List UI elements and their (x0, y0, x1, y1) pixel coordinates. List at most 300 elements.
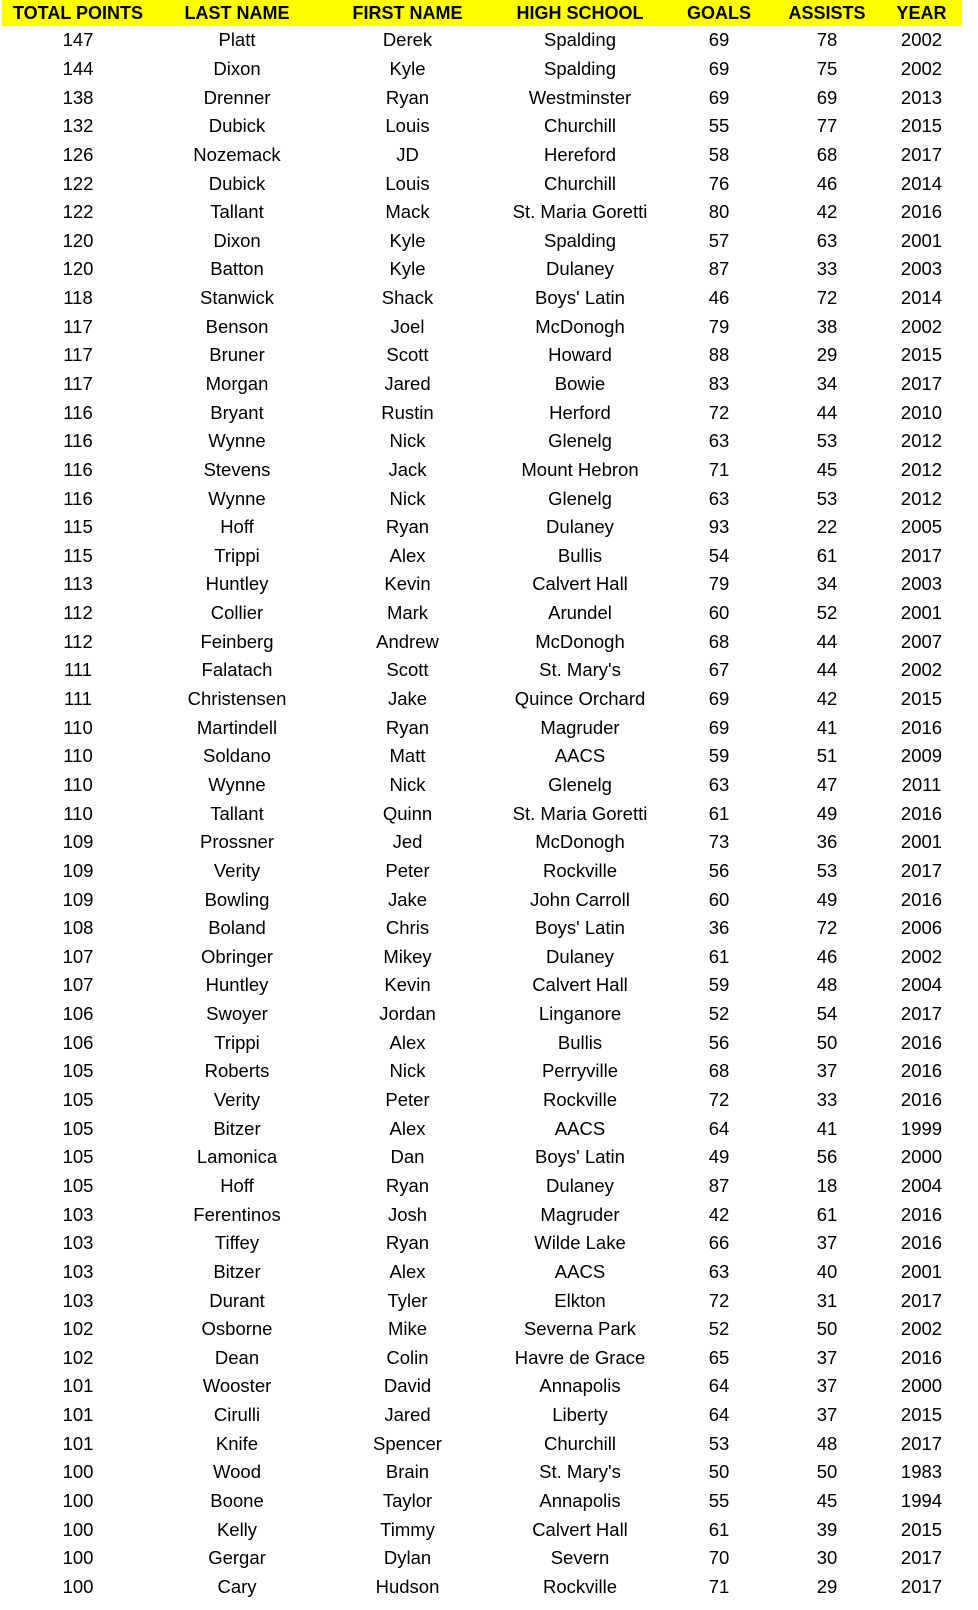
total-points-cell: 115 (63, 516, 93, 538)
assists-cell: 75 (816, 57, 838, 79)
year-cell: 2017 (900, 1432, 943, 1454)
year-cell: 2017 (900, 859, 943, 881)
table-row (2, 914, 962, 943)
last-name-cell: Hoff (220, 1174, 254, 1196)
total-points-cell: 122 (62, 172, 94, 194)
table-row (2, 1200, 962, 1229)
first-name-cell: Matt (389, 745, 426, 767)
last-name-cell: Verity (213, 1089, 261, 1111)
total-points-cell: 116 (63, 487, 93, 509)
high-school-cell: St. Mary's (539, 1461, 621, 1483)
total-points-cell: 144 (62, 57, 94, 79)
assists-cell: 39 (816, 1518, 838, 1540)
assists-cell: 41 (816, 1117, 838, 1139)
goals-cell: 67 (708, 659, 730, 681)
year-cell: 2011 (901, 773, 942, 795)
year-cell: 2010 (900, 401, 943, 423)
high-school-cell: Spalding (543, 229, 616, 251)
first-name-cell: Scott (386, 344, 429, 366)
goals-cell: 60 (708, 888, 730, 910)
year-cell: 2015 (900, 1404, 943, 1426)
year-cell: 2012 (900, 487, 943, 509)
high-school-cell: Glenelg (548, 430, 612, 452)
goals-cell: 53 (708, 1432, 730, 1454)
goals-cell: 69 (708, 57, 730, 79)
last-name-cell: Boone (210, 1489, 264, 1511)
high-school-cell: Boys' Latin (535, 1146, 625, 1168)
year-cell: 2002 (900, 659, 943, 681)
table-row (2, 226, 962, 255)
last-name-cell: Tallant (210, 201, 264, 223)
assists-cell: 49 (816, 888, 838, 910)
assists-cell: 36 (816, 831, 838, 853)
table-row (2, 398, 962, 427)
total-points-cell: 115 (63, 544, 93, 566)
goals-cell: 63 (708, 487, 730, 509)
high-school-cell: Bowie (554, 373, 606, 394)
high-school-cell: Calvert Hall (532, 1518, 628, 1540)
table-row (2, 83, 962, 112)
high-school-cell: Dulaney (546, 258, 614, 280)
first-name-cell: Jake (387, 688, 428, 710)
goals-cell: 64 (708, 1404, 730, 1426)
high-school-cell: Dulaney (546, 516, 614, 538)
assists-cell: 53 (816, 859, 838, 881)
total-points-cell: 116 (63, 401, 93, 423)
total-points-cell: 103 (62, 1289, 94, 1311)
year-cell: 2009 (900, 745, 943, 767)
last-name-cell: Trippi (214, 544, 260, 566)
high-school-cell: Magruder (540, 716, 620, 738)
year-cell: 2003 (900, 573, 943, 595)
goals-cell: 56 (708, 859, 730, 881)
year-cell: 2006 (900, 917, 943, 939)
high-school-cell: Churchill (544, 1432, 616, 1454)
table-row (2, 1458, 962, 1487)
first-name-cell: Jake (387, 888, 428, 910)
assists-cell: 53 (816, 487, 838, 509)
last-name-cell: Stevens (203, 458, 271, 480)
year-cell: 2015 (900, 1518, 943, 1540)
goals-cell: 88 (708, 344, 730, 366)
table-row (2, 1229, 962, 1258)
table-row (2, 943, 962, 972)
goals-cell: 52 (708, 1318, 730, 1340)
last-name-cell: Osborne (201, 1318, 273, 1340)
table-row (2, 341, 962, 370)
total-points-cell: 101 (62, 1432, 94, 1454)
year-cell: 2016 (900, 1031, 943, 1053)
assists-cell: 42 (816, 201, 838, 223)
total-points-cell: 100 (62, 1547, 94, 1569)
last-name-cell: Soldano (203, 745, 271, 767)
total-points-cell: 117 (63, 315, 93, 337)
assists-cell: 54 (816, 1003, 838, 1025)
total-points-cell: 117 (63, 373, 93, 394)
first-name-cell: Kevin (384, 974, 431, 996)
year-cell: 2016 (900, 888, 943, 910)
first-name-cell: Alex (389, 1031, 426, 1053)
year-cell: 2002 (900, 57, 943, 79)
high-school-cell: Quince Orchard (514, 688, 646, 710)
last-name-cell: Roberts (204, 1060, 270, 1082)
first-name-cell: Nick (389, 487, 426, 509)
high-school-cell: St. Maria Goretti (512, 201, 648, 223)
assists-cell: 45 (816, 458, 838, 480)
high-school-cell: Glenelg (548, 773, 612, 795)
assists-cell: 34 (816, 573, 838, 595)
points-table (2, 0, 962, 1601)
first-name-cell: Colin (386, 1346, 429, 1368)
first-name-cell: Mark (386, 602, 429, 624)
goals-cell: 68 (708, 1060, 730, 1082)
high-school-cell: AACS (554, 745, 606, 767)
first-name-cell: Nick (389, 773, 426, 795)
high-school-cell: Boys' Latin (535, 917, 625, 939)
header-total-points: TOTAL POINTS (12, 3, 143, 23)
assists-cell: 50 (816, 1461, 838, 1483)
table-row (2, 627, 962, 656)
total-points-cell: 106 (62, 1031, 94, 1053)
year-cell: 2016 (900, 802, 943, 824)
goals-cell: 69 (708, 29, 730, 51)
goals-cell: 69 (708, 716, 730, 738)
year-cell: 2000 (900, 1146, 943, 1168)
year-cell: 2015 (900, 344, 943, 366)
year-cell: 2016 (900, 1060, 943, 1082)
first-name-cell: Alex (389, 544, 426, 566)
assists-cell: 48 (816, 1432, 838, 1454)
last-name-cell: Platt (218, 29, 256, 51)
last-name-cell: Wood (213, 1461, 261, 1483)
first-name-cell: Joel (390, 315, 425, 337)
total-points-cell: 109 (62, 831, 94, 853)
goals-cell: 59 (708, 745, 730, 767)
first-name-cell: Jared (384, 373, 431, 394)
high-school-cell: Havre de Grace (514, 1346, 646, 1368)
first-name-cell: Quinn (382, 802, 433, 824)
high-school-cell: Magruder (540, 1203, 620, 1225)
table-row (2, 1286, 962, 1315)
table-row (2, 885, 962, 914)
total-points-cell: 101 (62, 1375, 94, 1397)
goals-cell: 93 (708, 516, 730, 538)
last-name-cell: Christensen (187, 688, 287, 710)
last-name-cell: Bruner (209, 344, 265, 366)
first-name-cell: Josh (387, 1203, 428, 1225)
year-cell: 2014 (900, 172, 943, 194)
last-name-cell: Wynne (208, 487, 266, 509)
total-points-cell: 100 (62, 1489, 94, 1511)
table-row (2, 1487, 962, 1516)
high-school-cell: Spalding (543, 29, 616, 51)
year-cell: 2002 (900, 29, 943, 51)
last-name-cell: Dubick (208, 172, 266, 194)
goals-cell: 55 (708, 115, 730, 137)
year-cell: 2001 (900, 602, 943, 624)
table-row (2, 1372, 962, 1401)
table-row (2, 484, 962, 513)
total-points-cell: 101 (62, 1404, 94, 1426)
table-row (2, 255, 962, 284)
assists-cell: 47 (816, 773, 838, 795)
goals-cell: 42 (708, 1203, 730, 1225)
year-cell: 2017 (900, 1289, 943, 1311)
goals-cell: 60 (708, 602, 730, 624)
assists-cell: 77 (816, 115, 838, 137)
last-name-cell: Wooster (202, 1375, 272, 1397)
goals-cell: 71 (708, 1575, 730, 1597)
year-cell: 2017 (900, 373, 943, 394)
year-cell: 2015 (900, 688, 943, 710)
table-body (2, 26, 962, 1601)
first-name-cell: Ryan (385, 1174, 430, 1196)
assists-cell: 37 (816, 1346, 838, 1368)
header-year: YEAR (896, 3, 947, 23)
total-points-cell: 103 (62, 1260, 94, 1282)
first-name-cell: Ryan (385, 516, 430, 538)
last-name-cell: Gergar (208, 1547, 266, 1569)
last-name-cell: Cary (217, 1575, 257, 1597)
goals-cell: 63 (708, 1260, 730, 1282)
header-assists: ASSISTS (788, 3, 866, 23)
last-name-cell: Falatach (201, 659, 273, 681)
table-row (2, 1573, 962, 1602)
total-points-cell: 132 (62, 115, 94, 137)
table-row (2, 971, 962, 1000)
last-name-cell: Nozemack (193, 143, 281, 165)
last-name-cell: Bitzer (213, 1117, 261, 1139)
total-points-cell: 120 (62, 258, 94, 280)
high-school-cell: St. Mary's (539, 659, 621, 681)
total-points-cell: 105 (62, 1174, 94, 1196)
assists-cell: 69 (816, 86, 838, 108)
last-name-cell: Obringer (201, 945, 273, 967)
year-cell: 2007 (900, 630, 943, 652)
assists-cell: 29 (816, 1575, 838, 1597)
assists-cell: 63 (816, 229, 838, 251)
assists-cell: 42 (816, 688, 838, 710)
assists-cell: 38 (816, 315, 838, 337)
last-name-cell: Lamonica (196, 1146, 278, 1168)
table-row (2, 1114, 962, 1143)
table-row (2, 1086, 962, 1115)
assists-cell: 45 (816, 1489, 838, 1511)
first-name-cell: Jack (388, 458, 427, 480)
table-row (2, 685, 962, 714)
high-school-cell: Rockville (542, 1575, 618, 1597)
year-cell: 2005 (900, 516, 943, 538)
first-name-cell: Chris (385, 917, 430, 939)
first-name-cell: Nick (389, 430, 426, 452)
total-points-cell: 109 (62, 888, 94, 910)
first-name-cell: Jordan (379, 1003, 436, 1025)
high-school-cell: Severn (550, 1547, 610, 1569)
year-cell: 2017 (900, 1547, 943, 1569)
goals-cell: 55 (708, 1489, 730, 1511)
goals-cell: 49 (708, 1146, 730, 1168)
year-cell: 2015 (900, 115, 943, 137)
table-row (2, 1544, 962, 1573)
table-row (2, 284, 962, 313)
last-name-cell: Verity (213, 859, 261, 881)
assists-cell: 34 (816, 373, 838, 394)
total-points-cell: 105 (62, 1060, 94, 1082)
year-cell: 2012 (900, 430, 943, 452)
goals-cell: 63 (708, 773, 730, 795)
total-points-cell: 107 (62, 974, 94, 996)
high-school-cell: McDonogh (535, 831, 625, 853)
first-name-cell: Scott (386, 659, 429, 681)
table-row (2, 112, 962, 141)
table-row (2, 513, 962, 542)
table-row (2, 1401, 962, 1430)
year-cell: 2016 (900, 1089, 943, 1111)
assists-cell: 48 (816, 974, 838, 996)
assists-cell: 22 (816, 516, 838, 538)
first-name-cell: Jed (392, 831, 423, 853)
last-name-cell: Huntley (205, 573, 269, 595)
first-name-cell: Derek (382, 29, 433, 51)
total-points-cell: 105 (62, 1146, 94, 1168)
year-cell: 2000 (900, 1375, 943, 1397)
year-cell: 2004 (900, 974, 943, 996)
goals-cell: 70 (708, 1547, 730, 1569)
goals-cell: 76 (708, 172, 730, 194)
year-cell: 2001 (900, 1260, 943, 1282)
last-name-cell: Batton (210, 258, 264, 280)
total-points-cell: 138 (62, 86, 94, 108)
total-points-cell: 100 (62, 1518, 94, 1540)
total-points-cell: 107 (62, 945, 94, 967)
table-row (2, 799, 962, 828)
assists-cell: 61 (816, 544, 838, 566)
table-row (2, 1028, 962, 1057)
last-name-cell: Durant (209, 1289, 265, 1311)
assists-cell: 40 (816, 1260, 838, 1282)
high-school-cell: Churchill (544, 115, 616, 137)
assists-cell: 72 (816, 917, 838, 939)
table-row (2, 141, 962, 170)
high-school-cell: St. Maria Goretti (512, 802, 648, 824)
high-school-cell: Rockville (542, 1089, 618, 1111)
goals-cell: 87 (708, 1174, 730, 1196)
year-cell: 2002 (900, 945, 943, 967)
goals-cell: 69 (708, 688, 730, 710)
last-name-cell: Tallant (210, 802, 264, 824)
total-points-cell: 105 (62, 1089, 94, 1111)
goals-cell: 65 (708, 1346, 730, 1368)
high-school-cell: Boys' Latin (535, 287, 625, 309)
last-name-cell: Bitzer (213, 1260, 261, 1282)
table-row (2, 312, 962, 341)
goals-cell: 50 (708, 1461, 730, 1483)
first-name-cell: Kyle (389, 57, 426, 79)
goals-cell: 73 (708, 831, 730, 853)
total-points-cell: 108 (62, 917, 94, 939)
goals-cell: 66 (708, 1232, 730, 1254)
goals-cell: 36 (708, 917, 730, 939)
total-points-cell: 112 (63, 630, 93, 652)
total-points-cell: 118 (63, 287, 93, 309)
goals-cell: 83 (708, 373, 730, 394)
assists-cell: 41 (816, 716, 838, 738)
total-points-cell: 117 (63, 344, 93, 366)
year-cell: 2016 (900, 1203, 943, 1225)
assists-cell: 37 (816, 1232, 838, 1254)
goals-cell: 64 (708, 1375, 730, 1397)
last-name-cell: Martindell (196, 716, 278, 738)
high-school-cell: John Carroll (530, 888, 630, 910)
table-row (2, 771, 962, 800)
assists-cell: 18 (816, 1174, 838, 1196)
high-school-cell: AACS (554, 1117, 606, 1139)
total-points-cell: 102 (62, 1346, 94, 1368)
year-cell: 2016 (900, 1346, 943, 1368)
first-name-cell: Rustin (381, 401, 434, 423)
high-school-cell: Perryville (541, 1060, 619, 1082)
first-name-cell: Mike (387, 1318, 428, 1340)
last-name-cell: Dean (214, 1346, 260, 1368)
year-cell: 1999 (900, 1117, 943, 1139)
last-name-cell: Boland (208, 917, 266, 939)
goals-cell: 61 (708, 1518, 730, 1540)
first-name-cell: Peter (385, 859, 430, 881)
high-school-cell: Arundel (548, 602, 612, 624)
goals-cell: 64 (708, 1117, 730, 1139)
year-cell: 2002 (900, 315, 943, 337)
assists-cell: 44 (816, 401, 838, 423)
total-points-cell: 126 (62, 143, 94, 165)
first-name-cell: Mack (385, 201, 430, 223)
high-school-cell: Severna Park (523, 1318, 637, 1340)
high-school-cell: Calvert Hall (532, 573, 628, 595)
table-row (2, 1429, 962, 1458)
header-last-name: LAST NAME (184, 3, 290, 23)
last-name-cell: Hoff (220, 516, 254, 538)
last-name-cell: Cirulli (213, 1404, 261, 1426)
assists-cell: 56 (816, 1146, 838, 1168)
last-name-cell: Wynne (208, 430, 266, 452)
high-school-cell: Churchill (544, 172, 616, 194)
total-points-cell: 106 (62, 1003, 94, 1025)
high-school-cell: Calvert Hall (532, 974, 628, 996)
first-name-cell: Louis (385, 115, 430, 137)
goals-cell: 72 (708, 1089, 730, 1111)
first-name-cell: Jared (384, 1404, 431, 1426)
last-name-cell: Dixon (213, 229, 261, 251)
table-row (2, 26, 962, 55)
assists-cell: 72 (816, 287, 838, 309)
last-name-cell: Stanwick (199, 287, 275, 309)
table-row (2, 456, 962, 485)
header-row (2, 0, 962, 26)
goals-cell: 46 (708, 287, 730, 309)
assists-cell: 37 (816, 1404, 838, 1426)
last-name-cell: Prossner (199, 831, 275, 853)
high-school-cell: Bullis (557, 1031, 603, 1053)
assists-cell: 33 (816, 258, 838, 280)
first-name-cell: Kevin (384, 573, 431, 595)
last-name-cell: Bowling (204, 888, 270, 910)
total-points-cell: 110 (63, 745, 93, 767)
first-name-cell: Louis (385, 172, 430, 194)
total-points-cell: 110 (63, 773, 93, 795)
goals-cell: 58 (708, 143, 730, 165)
last-name-cell: Knife (215, 1432, 259, 1454)
high-school-cell: Hereford (544, 143, 616, 165)
table-row (2, 570, 962, 599)
